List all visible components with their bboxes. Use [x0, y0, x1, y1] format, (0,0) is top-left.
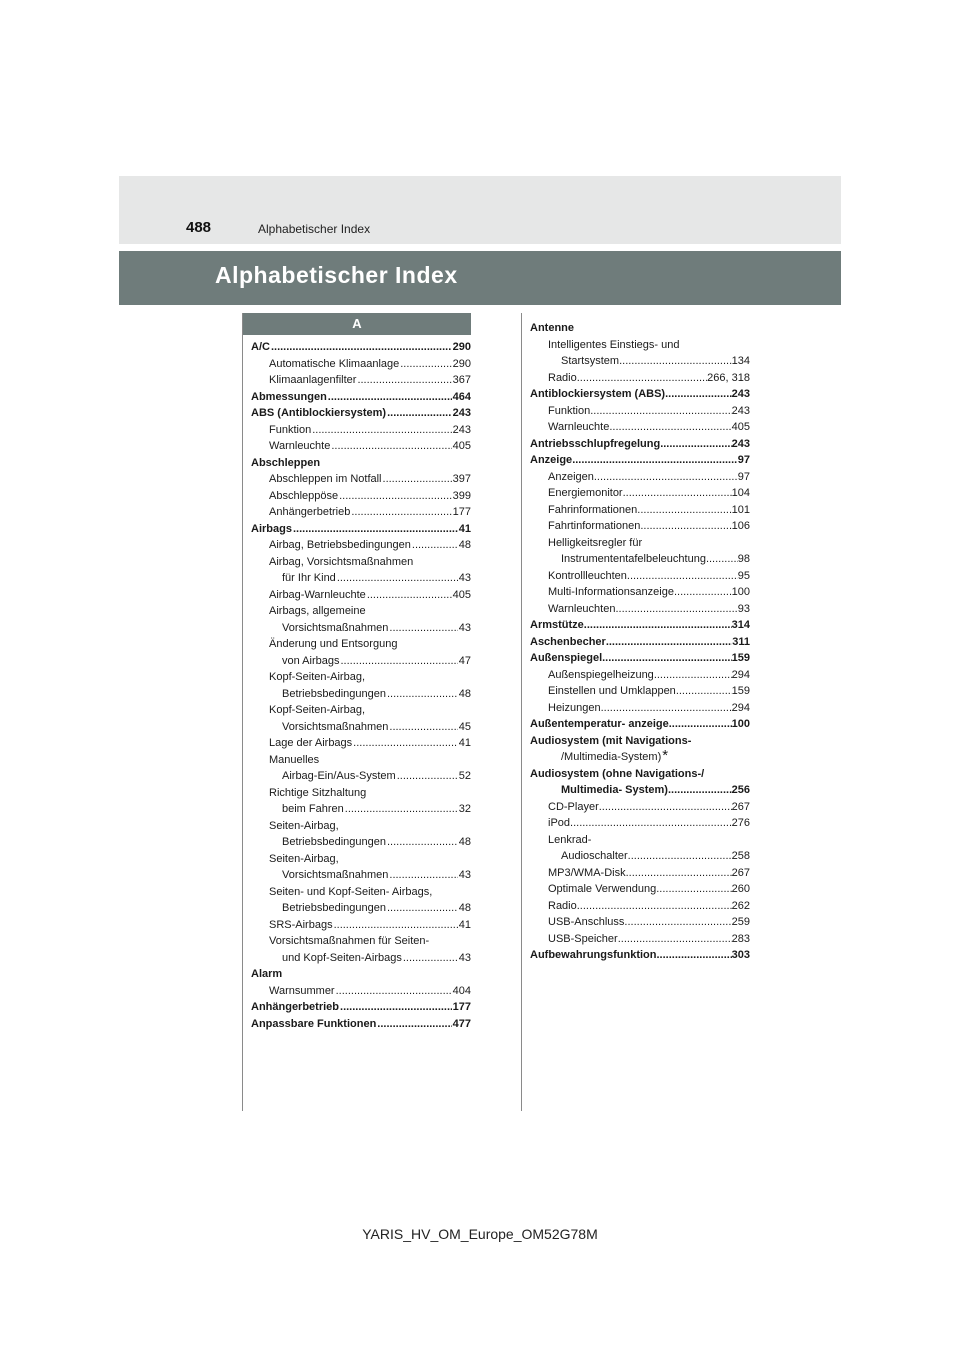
dot-leader	[615, 601, 737, 618]
index-entry	[251, 554, 471, 571]
index-entry-page: 243	[452, 423, 471, 436]
index-entry-page: 311	[732, 635, 750, 648]
index-entry	[530, 947, 750, 964]
index-entry-page: 477	[452, 1017, 471, 1030]
index-entry-page: 267	[731, 866, 750, 879]
index-entry	[251, 867, 471, 884]
index-entry-term: Warnsummer	[269, 984, 335, 997]
index-entry-page: 290	[452, 357, 471, 370]
index-entry-page: 101	[731, 503, 750, 516]
index-entry-term: Audioschalter	[561, 850, 628, 862]
dot-leader	[328, 389, 452, 406]
index-entry	[251, 620, 471, 637]
index-entry	[530, 436, 750, 453]
index-entry-term: Änderung und Entsorgung	[269, 638, 398, 650]
index-entry-term: Funktion	[548, 404, 591, 417]
index-entry	[251, 521, 471, 538]
index-entry-page: 283	[731, 932, 750, 945]
index-entry	[530, 403, 750, 420]
index-entry-page: 294	[731, 701, 750, 714]
index-entry	[251, 966, 471, 983]
index-entry-term: Abschleppöse	[269, 489, 339, 502]
index-entry	[530, 848, 750, 865]
index-entry-page: 243	[731, 404, 750, 417]
index-entry-term: Antiblockiersystem (ABS)	[530, 388, 666, 400]
dot-leader	[668, 782, 732, 799]
dot-leader	[590, 403, 731, 420]
index-entry	[530, 766, 750, 783]
dot-leader	[377, 1016, 451, 1033]
index-entry-page: 294	[731, 668, 750, 681]
index-entry	[251, 504, 471, 521]
index-entry-term: Kontrollleuchten	[548, 569, 627, 582]
dot-leader	[337, 570, 458, 587]
index-entry-page: 159	[731, 685, 750, 697]
index-entry	[530, 815, 750, 832]
index-entry-page: 464	[452, 390, 471, 403]
index-entry-term: Abmessungen	[251, 390, 327, 403]
index-entry-term: /Multimedia-System)	[561, 751, 662, 763]
dot-leader	[654, 667, 732, 684]
dot-leader	[312, 422, 451, 439]
index-entry	[530, 700, 750, 717]
index-entry-page: 177	[452, 1001, 471, 1013]
dot-leader	[656, 881, 731, 898]
index-entry-term: Radio	[548, 899, 577, 912]
dot-leader	[387, 405, 452, 422]
index-entry	[251, 884, 471, 901]
dot-leader	[345, 801, 458, 818]
page-number: 488	[186, 219, 212, 236]
index-entry	[530, 898, 750, 915]
index-entry-page: 48	[458, 539, 471, 551]
index-entry-page: 98	[737, 553, 750, 565]
index-entry	[530, 667, 750, 684]
index-entry	[530, 683, 750, 700]
index-entry-term: Abschleppen	[251, 456, 321, 469]
index-entry	[251, 801, 471, 818]
index-entry-page: 243	[731, 437, 750, 450]
index-entry	[530, 535, 750, 552]
index-entry-term: A/C	[251, 341, 270, 353]
index-entry-term: Multi-Informationsanzeige	[548, 586, 674, 598]
index-entry	[251, 356, 471, 373]
index-entry-term: Audiosystem (ohne Navigations-/	[530, 767, 705, 780]
index-entry-term: Richtige Sitzhaltung	[269, 786, 367, 799]
index-entry-term: Betriebsbedingungen	[282, 902, 386, 914]
index-entry-page: 100	[731, 586, 750, 598]
index-entry-term: Armstütze	[530, 619, 584, 631]
dot-leader	[293, 521, 458, 538]
index-entry-page: 100	[731, 718, 750, 730]
index-entry	[530, 634, 750, 651]
index-entry-page: 405	[452, 440, 471, 452]
index-entry	[251, 537, 471, 554]
index-entry-page: 397	[452, 473, 471, 485]
dot-leader	[626, 865, 732, 882]
index-entry-page: 290	[452, 341, 471, 353]
dot-leader	[628, 848, 732, 865]
index-entry-term: Einstellen und Umklappen	[548, 685, 676, 697]
index-entry-term: Helligkeitsregler für	[548, 536, 643, 549]
dot-leader	[412, 537, 458, 554]
index-entry	[251, 488, 471, 505]
index-entry-page: 405	[731, 421, 750, 433]
index-entry-term: Airbag-Warnleuchte	[269, 588, 366, 601]
index-entry	[251, 389, 471, 406]
index-entry-term: Optimale Verwendung	[548, 883, 657, 895]
index-entry-term: Lage der Airbags	[269, 737, 353, 749]
index-entry-term: Alarm	[251, 968, 283, 980]
left-column-divider	[242, 313, 243, 1111]
index-entry	[530, 452, 750, 469]
dot-leader	[331, 438, 451, 455]
index-entry-term: Antenne	[530, 322, 574, 334]
index-entry-page: 260	[731, 883, 750, 895]
index-entry	[530, 617, 750, 634]
index-entry-page: 48	[458, 836, 471, 848]
index-column-left	[251, 339, 471, 1032]
index-entry-page: 41	[458, 522, 471, 535]
index-column-right	[530, 320, 750, 964]
index-entry-term: Aschenbecher	[530, 635, 606, 648]
index-entry	[251, 405, 471, 422]
index-entry-page: 45	[458, 720, 471, 733]
dot-leader	[660, 436, 731, 453]
title-banner	[119, 251, 841, 305]
index-entry	[251, 900, 471, 917]
index-entry	[251, 702, 471, 719]
index-entry	[530, 502, 750, 519]
index-entry	[251, 999, 471, 1016]
index-entry	[530, 650, 750, 667]
dot-leader	[397, 768, 458, 785]
dot-leader	[389, 867, 457, 884]
index-entry	[530, 568, 750, 585]
index-entry-term: Warnleuchte	[269, 440, 331, 452]
index-entry-term: Funktion	[269, 423, 312, 436]
index-entry-term: Anhängerbetrieb	[251, 1001, 340, 1013]
index-entry-term: USB-Anschluss	[548, 916, 625, 928]
index-entry-page: 48	[458, 902, 471, 914]
index-entry-page: 399	[452, 489, 471, 502]
index-entry	[251, 372, 471, 389]
index-entry	[251, 653, 471, 670]
index-entry-page: 47	[458, 654, 471, 667]
index-entry-page: 48	[458, 687, 471, 700]
index-entry	[251, 719, 471, 736]
dot-leader	[389, 719, 457, 736]
index-entry	[251, 785, 471, 802]
index-entry-page: 258	[731, 850, 750, 862]
index-entry	[530, 584, 750, 601]
index-entry-page: 267	[731, 800, 750, 813]
dot-leader	[618, 931, 732, 948]
index-entry-term: SRS-Airbags	[269, 918, 333, 931]
dot-leader	[599, 799, 732, 816]
index-entry	[251, 636, 471, 653]
index-entry-page: 41	[458, 737, 471, 749]
index-entry	[530, 386, 750, 403]
index-entry-page: 259	[731, 916, 750, 928]
dot-leader	[383, 471, 452, 488]
index-entry	[530, 419, 750, 436]
index-entry-term: Seiten-Airbag,	[269, 819, 339, 832]
index-entry-term: Airbags	[251, 522, 292, 535]
dot-leader	[387, 834, 458, 851]
dot-leader	[271, 339, 452, 356]
index-entry-term: Energiemonitor	[548, 487, 623, 499]
dot-leader	[572, 452, 738, 469]
dot-leader	[619, 353, 732, 370]
letter-heading: A	[243, 313, 471, 335]
index-entry	[530, 601, 750, 618]
index-entry	[530, 485, 750, 502]
index-entry-page: 367	[452, 374, 471, 386]
index-entry-term: Warnleuchten	[548, 602, 616, 615]
index-entry	[530, 865, 750, 882]
index-entry-term: MP3/WMA-Disk	[548, 866, 626, 879]
index-entry-page: 32	[458, 803, 471, 815]
index-entry-page: 104	[731, 487, 750, 499]
dot-leader	[367, 587, 452, 604]
index-entry-term: Multimedia- System)	[561, 784, 668, 796]
index-entry	[530, 733, 750, 750]
index-entry-term: Fahrtinformationen	[548, 520, 641, 532]
index-entry	[251, 686, 471, 703]
index-entry	[251, 752, 471, 769]
index-entry-page: 243	[731, 388, 750, 400]
header-section-title: Alphabetischer Index	[258, 222, 371, 236]
index-entry	[530, 716, 750, 733]
dot-leader	[584, 617, 732, 634]
index-entry-term: Airbag-Ein/Aus-System	[282, 770, 396, 782]
index-entry-page: 177	[452, 506, 471, 518]
index-entry-term: Außentemperatur- anzeige	[530, 718, 669, 730]
index-entry-term: Fahrinformationen	[548, 503, 638, 516]
dot-leader	[387, 686, 458, 703]
index-entry-page: 314	[731, 619, 750, 631]
dot-leader	[577, 370, 707, 387]
index-entry-term: Vorsichtsmaßnahmen für Seiten-	[269, 935, 430, 947]
index-entry	[251, 768, 471, 785]
index-entry-page: 41	[458, 918, 471, 931]
index-entry-page: 93	[737, 602, 750, 615]
index-entry	[530, 518, 750, 535]
index-entry-term: Vorsichtsmaßnahmen	[282, 869, 389, 881]
index-entry	[530, 832, 750, 849]
header-bar	[119, 176, 841, 244]
index-entry-term: Lenkrad-	[548, 833, 592, 846]
index-entry	[251, 933, 471, 950]
index-entry	[251, 950, 471, 967]
dot-leader	[602, 650, 732, 667]
dot-leader	[606, 634, 732, 651]
index-entry-term: Kopf-Seiten-Airbag,	[269, 704, 365, 716]
index-entry-page: 404	[452, 984, 471, 997]
index-entry	[530, 320, 750, 337]
index-entry-term: Airbag, Betriebsbedingungen	[269, 539, 411, 551]
index-entry-page: 43	[458, 951, 471, 964]
index-entry	[251, 1016, 471, 1033]
index-entry-term: Antriebsschlupfregelung	[530, 437, 661, 450]
index-entry-term: Kopf-Seiten-Airbag,	[269, 671, 365, 683]
index-entry-page: 159	[731, 652, 750, 664]
index-entry-page: 43	[458, 621, 471, 634]
index-entry-term: Aufbewahrungsfunktion	[530, 949, 657, 961]
page-title: Alphabetischer Index	[215, 262, 458, 288]
index-entry: /Multimedia-System) *	[561, 747, 669, 764]
index-entry	[530, 881, 750, 898]
dot-leader	[570, 815, 732, 832]
dot-leader	[336, 983, 452, 1000]
index-entry-page: 134	[731, 355, 750, 367]
dot-leader	[357, 372, 451, 389]
index-entry	[530, 337, 750, 354]
dot-leader	[623, 485, 732, 502]
index-entry	[530, 469, 750, 486]
index-entry	[251, 851, 471, 868]
dot-leader	[387, 900, 458, 917]
index-entry-page: 262	[731, 899, 750, 912]
index-entry-term: Vorsichtsmaßnahmen	[282, 720, 389, 733]
index-entry	[530, 914, 750, 931]
dot-leader	[389, 620, 457, 637]
dot-leader	[334, 917, 458, 934]
index-entry-term: CD-Player	[548, 800, 599, 813]
index-entry	[251, 818, 471, 835]
index-entry-term: Betriebsbedingungen	[282, 836, 386, 848]
dot-leader	[706, 551, 738, 568]
index-entry-term: Airbags, allgemeine	[269, 605, 366, 617]
index-entry-term: Klimaanlagenfilter	[269, 374, 357, 386]
dot-leader	[637, 502, 731, 519]
dot-leader	[601, 700, 732, 717]
index-entry-page: 243	[452, 407, 471, 419]
index-entry-term: Anhängerbetrieb	[269, 506, 351, 518]
index-entry	[251, 669, 471, 686]
index-entry-page: 97	[737, 470, 750, 483]
index-entry	[530, 799, 750, 816]
index-entry-term: iPod	[548, 817, 571, 829]
index-entry-page: 256	[731, 784, 750, 796]
dot-leader	[339, 488, 452, 505]
index-entry-term: von Airbags	[282, 654, 340, 667]
index-entry	[251, 735, 471, 752]
index-entry-term: Automatische Klimaanlage	[269, 357, 400, 370]
index-entry	[251, 917, 471, 934]
index-entry-term: und Kopf-Seiten-Airbags	[282, 951, 402, 964]
dot-leader	[676, 683, 732, 700]
dot-leader	[640, 518, 731, 535]
index-entry	[251, 438, 471, 455]
dot-leader	[665, 386, 732, 403]
index-entry-page: 43	[458, 869, 471, 881]
index-entry-term: Vorsichtsmaßnahmen	[282, 621, 389, 634]
index-entry-term: Airbag, Vorsichtsmaßnahmen	[269, 555, 414, 568]
index-entry-page: 405	[452, 588, 471, 601]
index-entry-page: 97	[737, 454, 750, 466]
dot-leader	[657, 947, 732, 964]
index-entry	[530, 782, 750, 799]
dot-leader	[624, 914, 731, 931]
index-entry-term: Audiosystem (mit Navigations-	[530, 734, 692, 747]
index-entry	[251, 570, 471, 587]
index-entry-page: 106	[731, 520, 750, 532]
middle-column-divider	[521, 313, 522, 1111]
index-entry-term: Betriebsbedingungen	[282, 687, 386, 700]
index-entry-term: Anzeigen	[548, 470, 594, 483]
index-entry	[251, 603, 471, 620]
index-entry-term: Außenspiegel	[530, 652, 603, 664]
document-id-footer: YARIS_HV_OM_Europe_OM52G78M	[362, 1226, 598, 1242]
dot-leader	[594, 469, 738, 486]
dot-leader	[627, 568, 738, 585]
index-entry	[530, 353, 750, 370]
dot-leader	[669, 716, 732, 733]
index-entry	[530, 931, 750, 948]
index-entry	[251, 455, 471, 472]
index-entry	[251, 471, 471, 488]
dot-leader	[400, 356, 451, 373]
dot-leader	[353, 735, 458, 752]
dot-leader	[351, 504, 451, 521]
index-entry-term: USB-Speicher	[548, 932, 618, 945]
index-entry-term: Seiten- und Kopf-Seiten- Airbags,	[269, 885, 433, 898]
index-entry-page: 266, 318	[707, 371, 750, 384]
index-entry-term: Heizungen	[548, 701, 601, 714]
index-entry-term: Startsystem	[561, 355, 620, 367]
index-entry	[251, 422, 471, 439]
index-entry-term: für Ihr Kind	[282, 572, 336, 584]
index-entry	[251, 983, 471, 1000]
index-entry	[530, 370, 750, 387]
index-entry-page: 303	[731, 949, 750, 961]
index-entry	[251, 587, 471, 604]
dot-leader	[340, 653, 457, 670]
index-entry-page: 95	[737, 569, 750, 582]
index-entry-page: 43	[458, 572, 471, 584]
index-entry-term: Abschleppen im Notfall	[269, 473, 382, 485]
index-entry	[251, 339, 471, 356]
index-entry-term: Anpassbare Funktionen	[251, 1017, 377, 1030]
index-entry-term: Intelligentes Einstiegs- und	[548, 338, 680, 351]
index-entry-term: Instrumententafelbeleuchtung	[561, 553, 706, 565]
dot-leader	[577, 898, 732, 915]
dot-leader	[340, 999, 452, 1016]
index-entry-term: Manuelles	[269, 753, 320, 766]
index-entry-term: Anzeige	[530, 454, 573, 466]
dot-leader	[674, 584, 732, 601]
dot-leader	[609, 419, 731, 436]
index-entry-term: Radio	[548, 371, 577, 384]
index-entry-term: Außenspiegelheizung	[548, 668, 654, 681]
index-entry-term: Seiten-Airbag,	[269, 852, 339, 865]
dot-leader	[403, 950, 458, 967]
index-entry-term: beim Fahren	[282, 803, 344, 815]
index-entry-page: 276	[731, 817, 750, 829]
index-entry-term: Warnleuchte	[548, 421, 610, 433]
index-entry-term: ABS (Antiblockiersystem)	[251, 407, 387, 419]
index-entry	[530, 551, 750, 568]
index-entry-page: 52	[458, 770, 471, 782]
index-entry	[251, 834, 471, 851]
